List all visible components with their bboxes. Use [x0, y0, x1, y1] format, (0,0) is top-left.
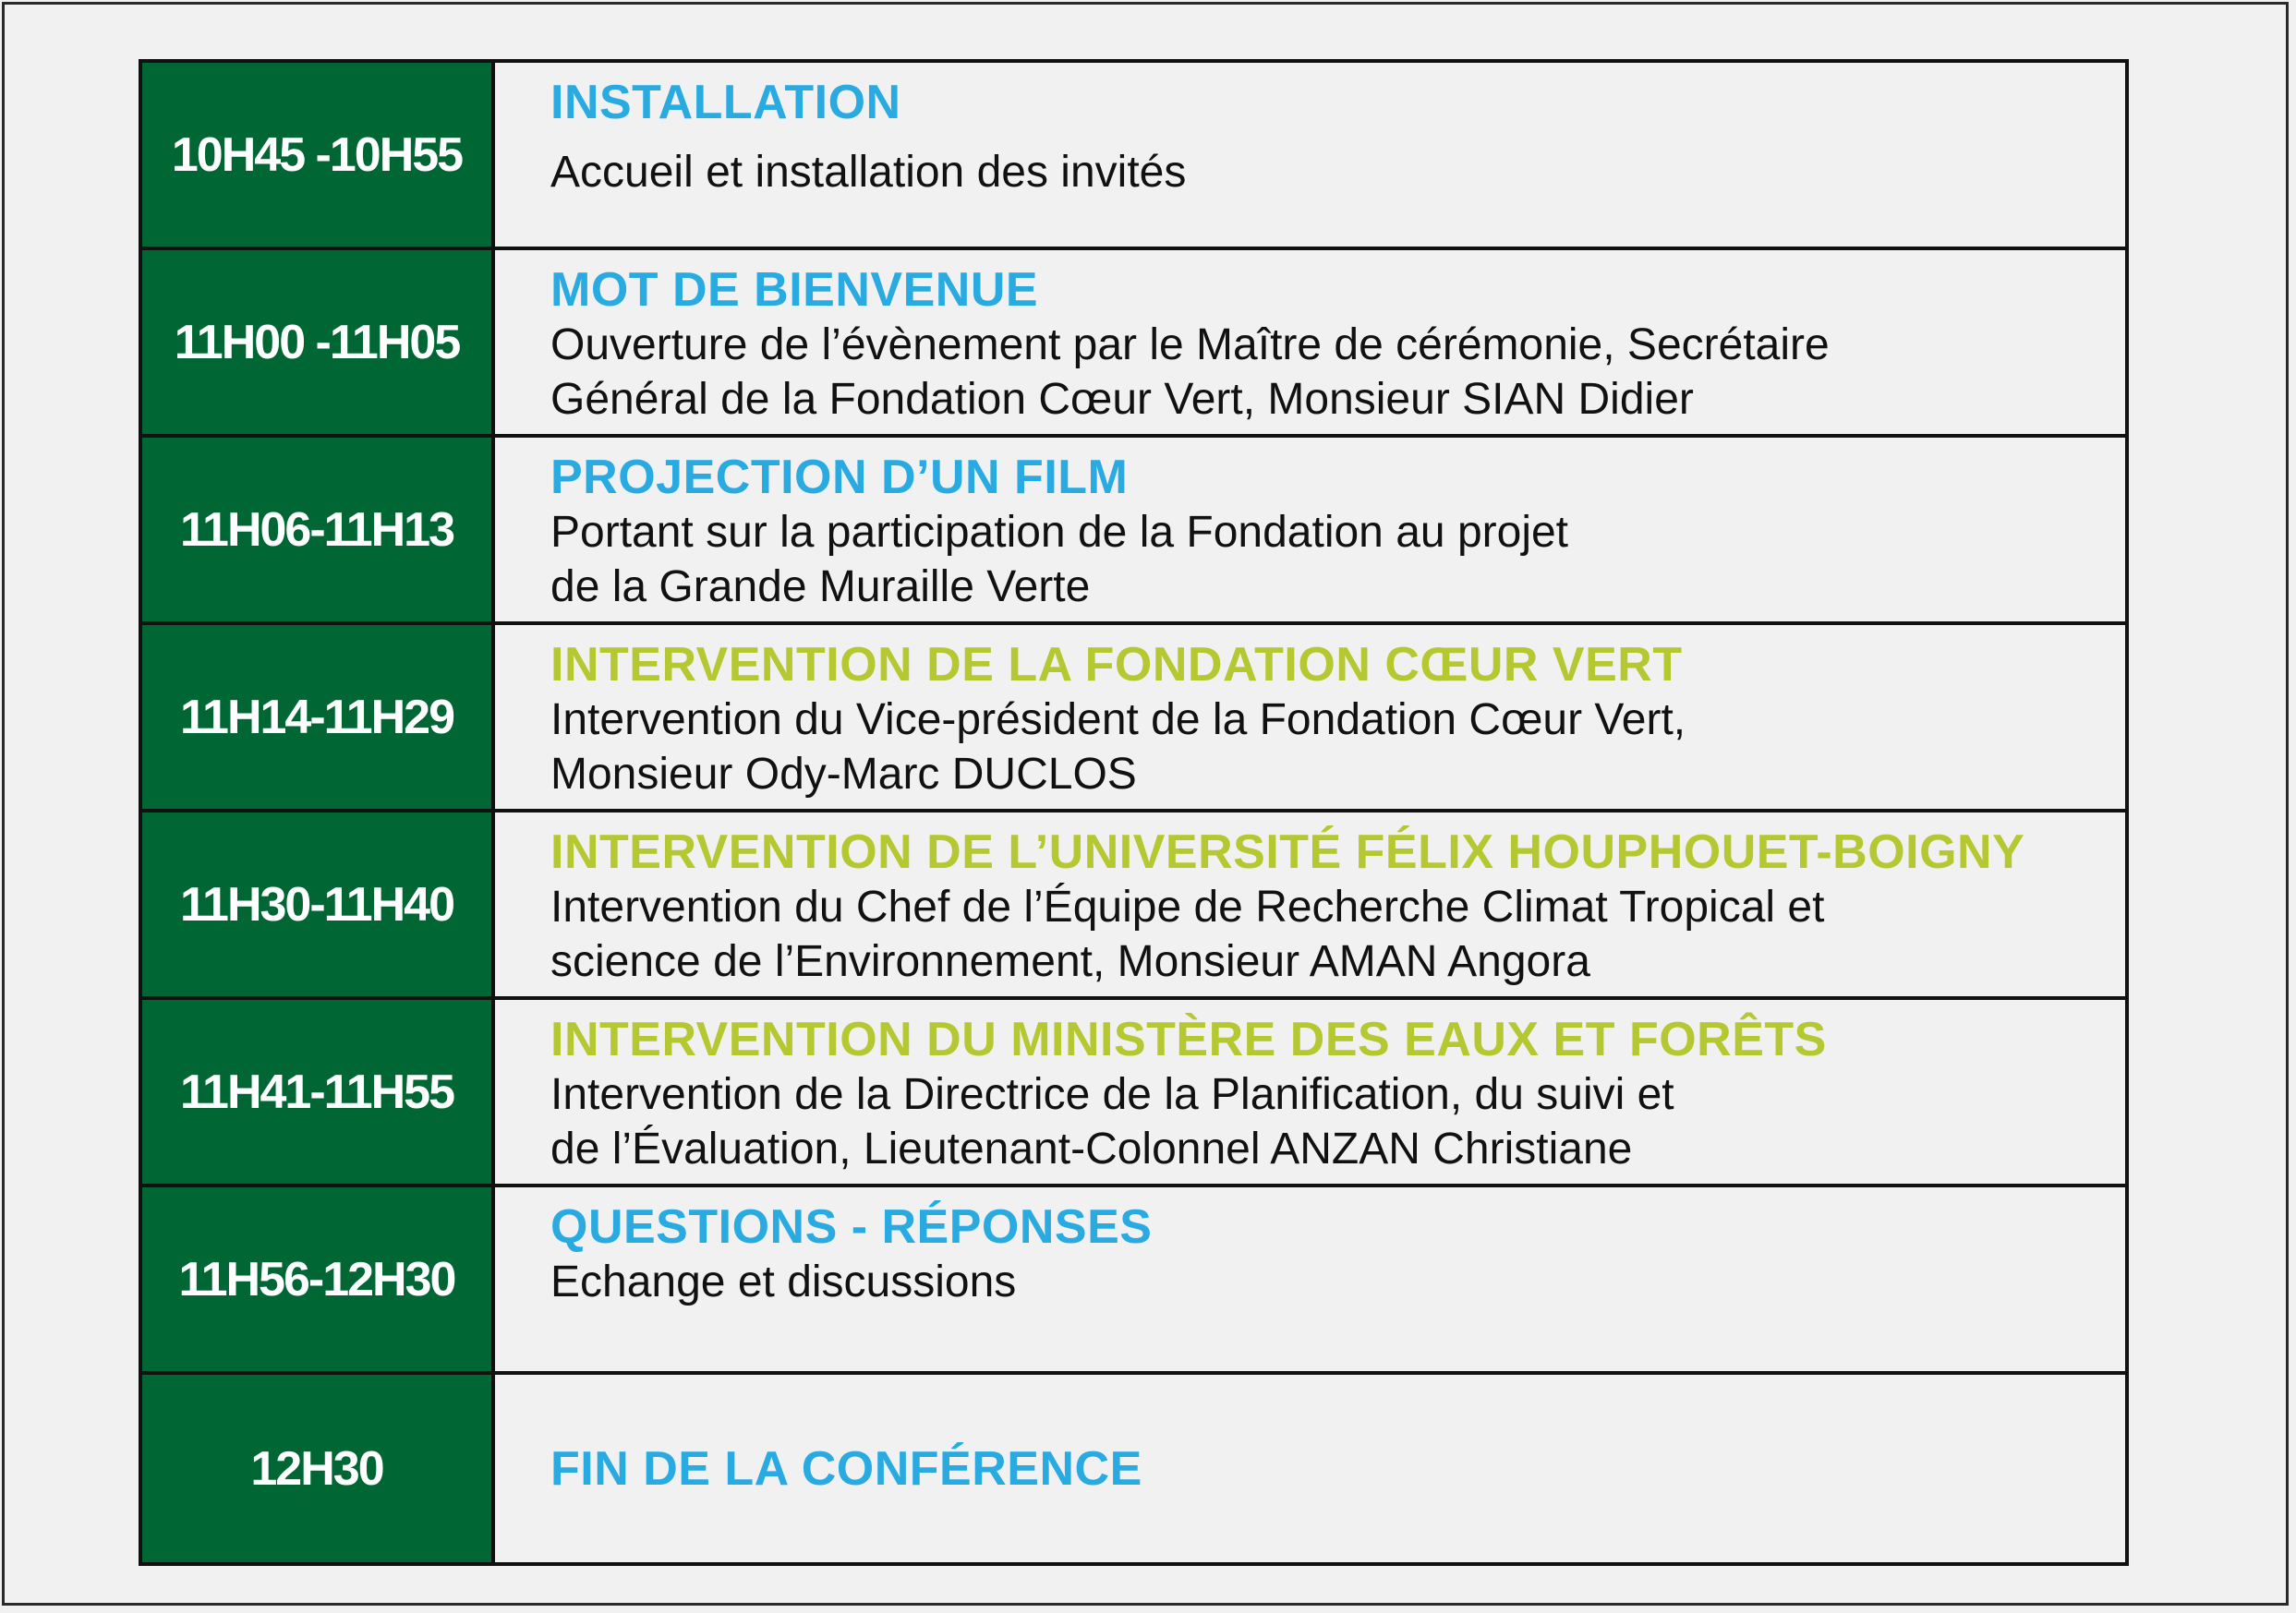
- item-body-line: science de l’Environnement, Monsieur AMAN Angora: [550, 937, 1590, 986]
- item-body-line: Général de la Fondation Cœur Vert, Monsieur SIAN Didier: [550, 375, 1694, 424]
- item-body-line: Monsieur Ody-Marc DUCLOS: [550, 750, 1137, 799]
- item-title: FIN DE LA CONFÉRENCE: [550, 1441, 1142, 1496]
- time-cell: [142, 63, 495, 250]
- time-cell: [142, 625, 495, 813]
- item-title: INSTALLATION: [550, 76, 901, 129]
- time-cell: [142, 1000, 495, 1187]
- agenda-item-fondation: [495, 625, 2125, 813]
- item-title: INTERVENTION DU MINISTÈRE DES EAUX ET FORÊTS: [550, 1013, 1827, 1066]
- time-cell: [142, 813, 495, 1000]
- item-title: INTERVENTION DE L’UNIVERSITÉ FÉLIX HOUPHOUET-BOIGNY: [550, 825, 2025, 879]
- item-title: INTERVENTION DE LA FONDATION CŒUR VERT: [550, 638, 1683, 692]
- agenda-item-questions: [495, 1187, 2125, 1375]
- time-cell: [142, 1375, 495, 1562]
- time-label: 11H00 -11H05: [174, 315, 460, 369]
- item-body-line: Accueil et installation des invités: [550, 148, 1187, 197]
- agenda-table: [139, 59, 2129, 1566]
- item-title: MOT DE BIENVENUE: [550, 263, 1039, 317]
- agenda-item-installation: [495, 63, 2125, 250]
- time-cell: [142, 1187, 495, 1375]
- agenda-item-film: [495, 438, 2125, 625]
- time-label: 11H30-11H40: [179, 877, 454, 932]
- item-body-line: Intervention de la Directrice de la Planification, du suivi et: [550, 1070, 1674, 1119]
- agenda-item-ministere: [495, 1000, 2125, 1187]
- item-body-line: de la Grande Muraille Verte: [550, 562, 1091, 611]
- time-cell: [142, 438, 495, 625]
- item-title: QUESTIONS - RÉPONSES: [550, 1200, 1153, 1254]
- item-title: PROJECTION D’UN FILM: [550, 451, 1129, 504]
- time-label: 12H30: [250, 1441, 383, 1496]
- time-label: 11H41-11H55: [179, 1065, 454, 1119]
- time-label: 10H45 -10H55: [171, 127, 463, 182]
- time-label: 11H06-11H13: [179, 502, 454, 557]
- time-cell: [142, 250, 495, 438]
- time-label: 11H14-11H29: [179, 690, 454, 744]
- item-body-line: de l’Évaluation, Lieutenant-Colonnel ANZAN Christiane: [550, 1125, 1633, 1174]
- time-label: 11H56-12H30: [178, 1252, 455, 1306]
- agenda-item-universite: [495, 813, 2125, 1000]
- item-body-line: Echange et discussions: [550, 1258, 1017, 1306]
- agenda-item-fin: [495, 1375, 2125, 1562]
- item-body-line: Ouverture de l’évènement par le Maître de cérémonie, Secrétaire: [550, 320, 1830, 369]
- item-body-line: Intervention du Chef de l’Équipe de Recherche Climat Tropical et: [550, 883, 1825, 932]
- agenda-item-welcome: [495, 250, 2125, 438]
- item-body-line: Portant sur la participation de la Fondation au projet: [550, 508, 1569, 557]
- item-body-line: Intervention du Vice-président de la Fondation Cœur Vert,: [550, 695, 1686, 744]
